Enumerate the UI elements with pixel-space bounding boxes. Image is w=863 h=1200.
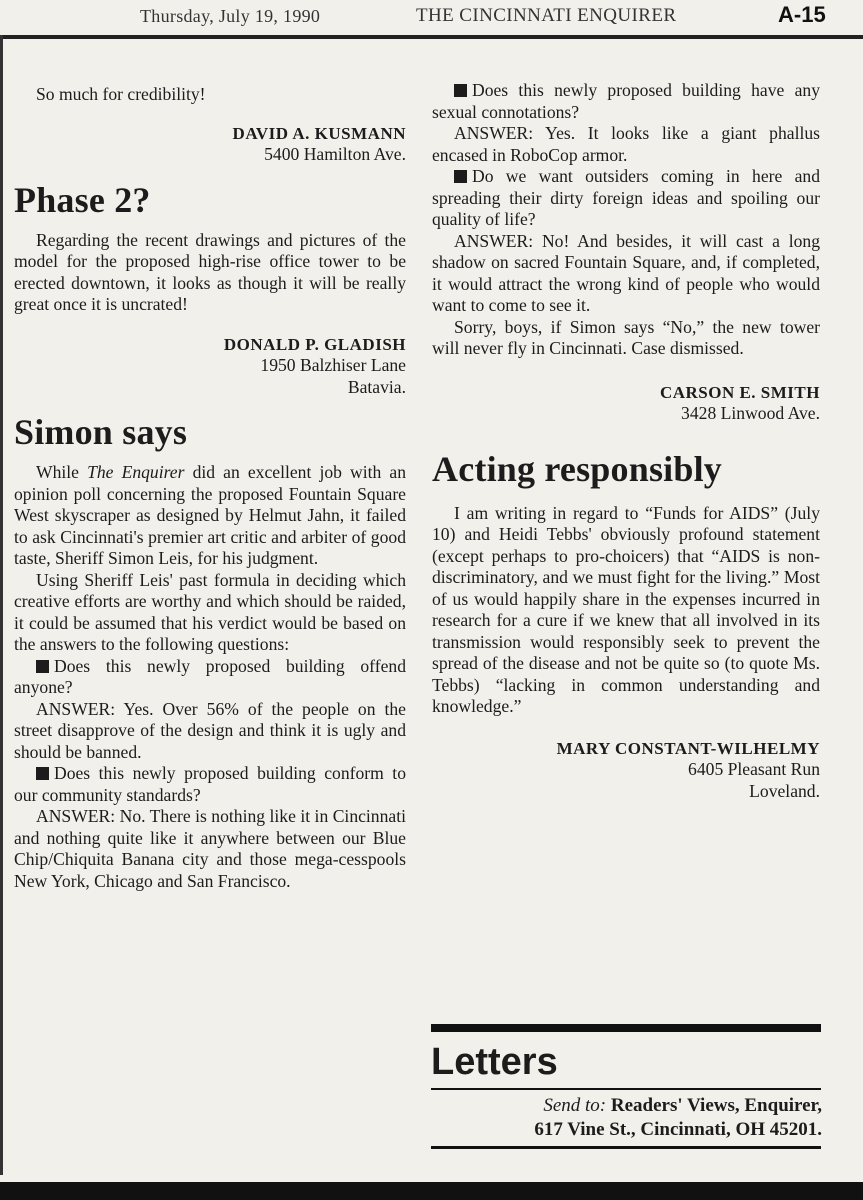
newspaper-name: THE CINCINNATI ENQUIRER [416, 5, 677, 26]
right-column [432, 80, 820, 802]
question-paragraph [432, 166, 820, 231]
send-to-line-2: 617 Vine St., Cincinnati, OH 45201. [534, 1119, 822, 1140]
signature-name: CARSON E. SMITH [659, 382, 820, 402]
square-bullet-icon [454, 170, 467, 183]
bottom-rule [431, 1146, 821, 1149]
thin-rule [431, 1088, 821, 1090]
square-bullet-icon [36, 660, 49, 673]
letter-body-phase-2: Regarding the recent drawings and pictures of the model for the proposed high-rise office tower to be erected downtown, it looks as though it will be really great once it is uncrated! [14, 229, 406, 314]
masthead-rule [0, 35, 863, 39]
page-number: A-15 [778, 2, 826, 27]
answer-paragraph: ANSWER: No! And besides, it will cast a long shadow on sacred Fountain Square, and, if completed, it would attract the wrong kind of people who would want to come to see it. [432, 230, 820, 315]
signature-constant-wilhelmy [432, 738, 820, 803]
letters-info-box [431, 1024, 822, 1149]
left-column [14, 84, 406, 892]
text-run: While [36, 462, 88, 482]
question-paragraph [432, 80, 820, 123]
answer-paragraph: ANSWER: Yes. It looks like a giant phallus encased in RoboCop armor. [432, 123, 820, 165]
send-to-address [431, 1094, 822, 1142]
letter-body-acting: I am writing in regard to “Funds for AIDS” (July 10) and Heidi Tebbs' obviously profound statement (except perhaps to pro-choicers) that “AIDS is non-discriminatory, and we must fight for the living.” Most of us would happily share in the expenses incurred in research for a cure if we knew that all involved in its transmission would responsibly seek to prevent the spread of the disease and not be quite so (to quote Ms. Tebbs) “lacking in common understanding and knowledge.” [432, 502, 820, 716]
signature-address: 5400 Hamilton Ave. [264, 144, 406, 164]
headline-acting-responsibly: Acting responsibly [432, 448, 722, 489]
signature-city: Loveland. [749, 780, 820, 801]
answer-paragraph: ANSWER: No. There is nothing like it in Cincinnati and nothing quite like it anywhere between our Blue Chip/Chiquita Banana city and those mega-cesspools New York, Chicago and San Francisco. [14, 806, 406, 891]
signature-address: 1950 Balzhiser Lane [260, 355, 406, 375]
signature-address: 6405 Pleasant Run [688, 759, 820, 779]
section-title-letters: Letters [431, 1041, 558, 1083]
question-text: Do we want outsiders coming in here and spreading their dirty foreign ideas and spoiling our quality of life? [432, 166, 820, 229]
headline-simon-says: Simon says [14, 412, 188, 452]
answer-paragraph: ANSWER: Yes. Over 56% of the people on the street disapprove of the design and think it is ugly and should be banned. [14, 698, 406, 762]
question-paragraph [14, 763, 406, 806]
closing-paragraph: Sorry, boys, if Simon says “No,” the new tower will never fly in Cincinnati. Case dismissed. [432, 316, 820, 358]
signature-name: DAVID A. KUSMANN [232, 123, 406, 143]
square-bullet-icon [454, 84, 467, 97]
letter-paragraph [14, 462, 406, 570]
publication-name: The Enquirer [87, 462, 185, 482]
letter-paragraph: Using Sheriff Leis' past formula in deciding which creative efforts are worthy and which should be raided, it could be assumed that his verdict would be based on the answers to the following questions: [14, 569, 406, 654]
question-text: Does this newly proposed building conform to our community standards? [14, 763, 406, 805]
signature-name: DONALD P. GLADISH [223, 334, 406, 354]
signature-city: Batavia. [347, 376, 406, 397]
signature-address: 3428 Linwood Ave. [681, 403, 820, 423]
page-bottom-bar [0, 1182, 863, 1200]
question-text: Does this newly proposed building have any sexual connotations? [432, 80, 820, 122]
signature-smith [432, 382, 820, 425]
masthead [0, 0, 863, 34]
question-paragraph [14, 656, 406, 699]
signature-gladish [14, 334, 406, 399]
send-to-label: Send to: [543, 1095, 607, 1116]
letter-closing-line: So much for credibility! [36, 84, 206, 104]
thick-rule [431, 1024, 821, 1032]
signature-kusmann [14, 123, 406, 166]
issue-date: Thursday, July 19, 1990 [140, 6, 321, 26]
question-text: Does this newly proposed building offend anyone? [14, 655, 406, 697]
send-to-line-1: Readers' Views, Enquirer, [610, 1095, 822, 1116]
page-left-edge [0, 35, 3, 1175]
signature-name: MARY CONSTANT-WILHELMY [556, 738, 820, 758]
headline-phase-2: Phase 2? [14, 179, 151, 220]
text-run: did an excellent job with an opinion poll concerning the proposed Fountain Square West skyscraper as designed by Helmut Jahn, it failed to ask Cincinnati's premier art critic and arbiter of good taste, Sheriff Simon Leis, for his judgment. [14, 462, 407, 568]
square-bullet-icon [36, 767, 49, 780]
